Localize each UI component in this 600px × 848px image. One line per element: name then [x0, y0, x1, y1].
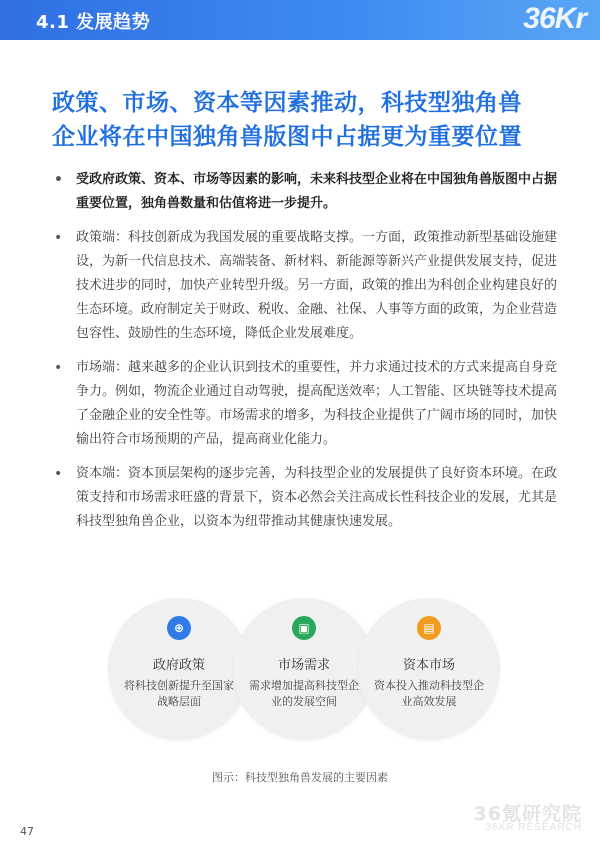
bullet-summary: • 受政府政策、资本、市场等因素的影响，未来科技型企业将在中国独角兽版图中占据重要位置，独角兽数量和估值将进一步提升。 — [52, 168, 562, 216]
factor-diagram — [108, 598, 500, 748]
factor-circle-market — [233, 598, 375, 740]
market-icon: ▣ — [292, 616, 316, 640]
headline-line-1: 政策、市场、资本等因素推动，科技型独角兽 — [52, 90, 522, 116]
factor-title: 资本市场 — [402, 658, 455, 673]
page-headline — [52, 86, 552, 154]
factor-circle-policy — [108, 598, 250, 740]
factor-desc: 将科技创新提升至国家战略层面 — [124, 679, 234, 708]
factor-desc: 需求增加提高科技型企业的发展空间 — [249, 679, 359, 708]
brand-name: 36氪研究院 — [473, 803, 582, 825]
bullet-market: • 市场端：越来越多的企业认识到技术的重要性，并力求通过技术的方式来提高自身竞争力。例如，物流企业通过自动驾驶，提高配送效率；人工智能、区块链等技术提高了金融企业的安全性等。市场需求的增多，为科技企业提供了广阔市场的同时，加快输出符合市场预期的产品，提高商业化能力。 — [52, 356, 562, 452]
headline-line-2: 企业将在中国独角兽版图中占据更为重要位置 — [52, 124, 522, 150]
bullet-policy: • 政策端：科技创新成为我国发展的重要战略支撑。一方面，政策推动新型基础设施建设，为新一代信息技术、高端装备、新材料、新能源等新兴产业提供发展支持，促进技术进步的同时，加快产业转型升级。另一方面，政策的推出为科创企业构建良好的生态环境。政府制定关于财政、税收、金融、社保、人事等方面的政策，为企业营造包容性、鼓励性的生态环境，降低企业发展难度。 — [52, 226, 562, 346]
factor-desc: 资本投入推动科技型企业高效发展 — [374, 679, 484, 708]
figure-caption: 图示：科技型独角兽发展的主要因素 — [212, 771, 388, 784]
page-number: 47 — [20, 825, 34, 838]
header-bar — [0, 0, 600, 40]
capital-icon: ▤ — [417, 616, 441, 640]
section-title: 4.1 发展趋势 — [36, 12, 151, 33]
brand-subtitle: 36KR RESEARCH — [485, 822, 582, 833]
36kr-logo: 36Kr — [523, 2, 586, 35]
factor-circle-capital — [358, 598, 500, 740]
policy-icon: ⊕ — [167, 616, 191, 640]
bullet-list — [52, 168, 562, 544]
factor-title: 市场需求 — [277, 658, 330, 673]
factor-title: 政府政策 — [152, 658, 205, 673]
bullet-capital: • 资本端：资本顶层架构的逐步完善，为科技型企业的发展提供了良好资本环境。在政策支持和市场需求旺盛的背景下，资本必然会关注高成长性科技企业的发展，尤其是科技型独角兽企业，以资本为纽带推动其健康快速发展。 — [52, 462, 562, 534]
